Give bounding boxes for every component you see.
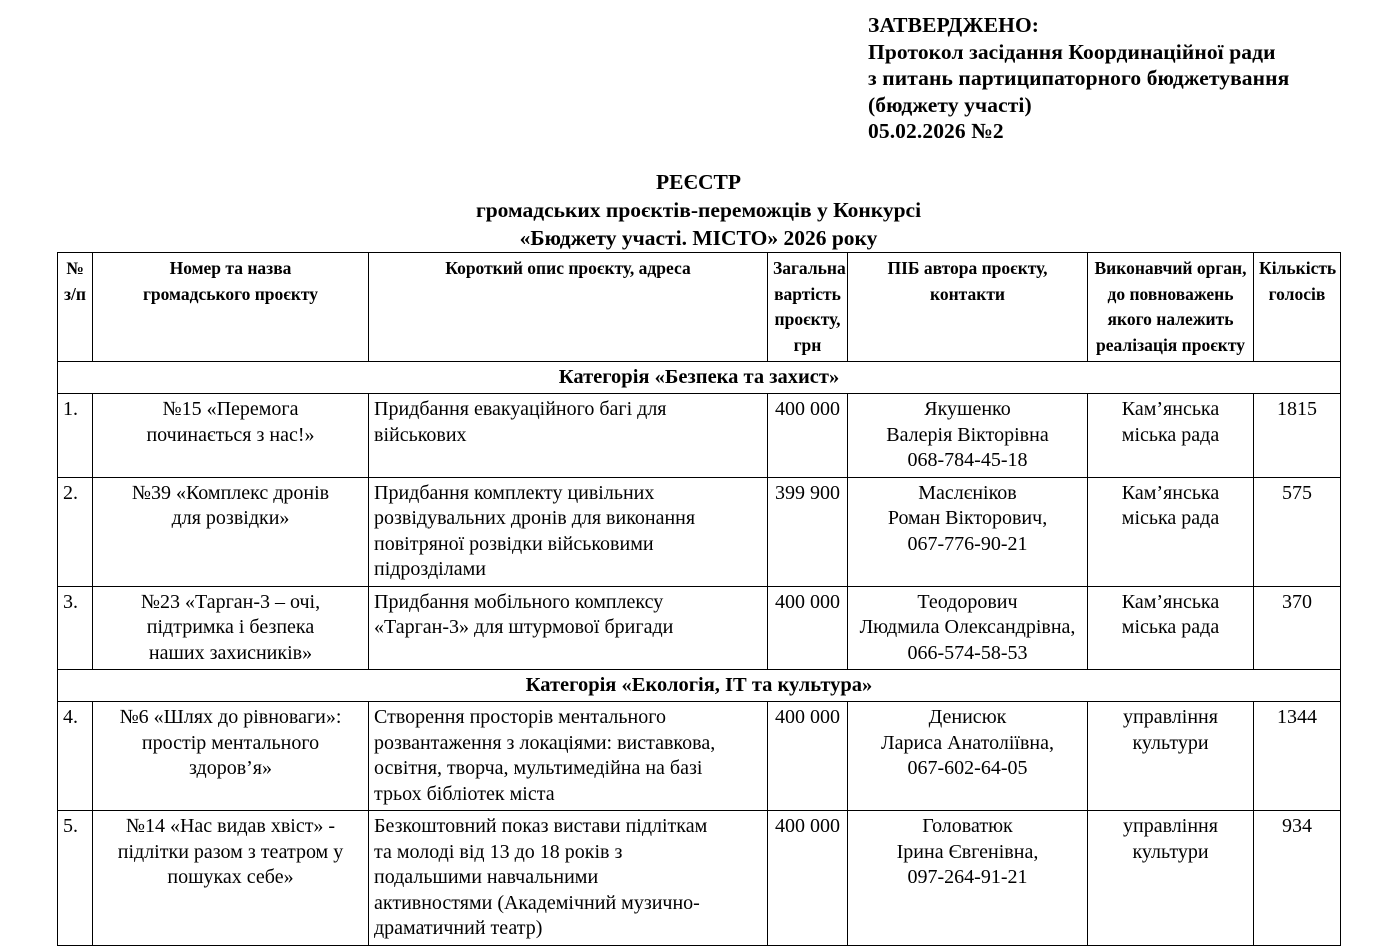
- project-author-line-3: 066-574-58-53: [907, 641, 1028, 664]
- project-author: [848, 477, 1088, 586]
- title-line-2: громадських проєктів-переможців у Конкурсі: [475, 198, 922, 222]
- column-header-cost-line3: проєкту,: [774, 309, 841, 329]
- project-name-line-1: №39 «Комплекс дронів: [131, 481, 330, 504]
- table-row: [58, 394, 1341, 478]
- column-header-author-text: ПІБ автора проєкту, контакти: [887, 258, 1048, 304]
- executive-body-line-1: управління: [1123, 706, 1218, 728]
- table-header-row: [58, 253, 1341, 362]
- column-header-cost-line1: Загальна: [773, 258, 846, 278]
- project-description-line-3: повітряної розвідки військовими: [374, 532, 654, 555]
- project-description-line-2: розвантаження з локаціями: виставкова,: [374, 731, 716, 754]
- project-author-line-1: Головатюк: [922, 815, 1013, 837]
- column-header-name-line1: Номер та назва: [169, 258, 292, 278]
- approval-line-1: ЗАТВЕРДЖЕНО:: [868, 13, 1040, 37]
- column-header-project-name: [93, 253, 369, 362]
- project-cost: 400 000: [768, 811, 848, 946]
- project-author-line-2: Роман Вікторович,: [887, 507, 1048, 529]
- column-header-description: [369, 253, 768, 362]
- title-line-1: РЕЄСТР: [655, 170, 742, 194]
- project-name-line-2: простір ментального: [141, 731, 320, 754]
- project-description-line-2: розвідувальних дронів для виконання: [374, 507, 696, 529]
- table-body: [58, 362, 1341, 946]
- table-row: [58, 477, 1341, 586]
- executive-body-line-1: Кам’янська: [1121, 590, 1220, 613]
- executive-body-line-2: культури: [1132, 840, 1209, 863]
- project-name: [93, 477, 369, 586]
- project-name: [93, 702, 369, 811]
- executive-body: [1088, 394, 1254, 478]
- column-header-num-line1: №: [66, 258, 84, 278]
- project-cost: 400 000: [768, 394, 848, 478]
- votes-count: 370: [1254, 586, 1341, 670]
- table-header: [58, 253, 1341, 362]
- project-author-line-1: Маслєніков: [918, 481, 1017, 504]
- column-header-num-line2: з/п: [64, 283, 86, 304]
- approval-line-5: 05.02.2026 №2: [868, 119, 1004, 143]
- project-author-line-2: Валерія Вікторівна: [886, 423, 1049, 446]
- column-header-cost-line2: вартість: [774, 283, 841, 304]
- title-line-3: «Бюджету участі. МІСТО» 2026 року: [519, 226, 878, 250]
- row-index: 4.: [58, 702, 93, 811]
- project-name-line-1: №23 «Тарган-3 – очі,: [140, 590, 321, 613]
- executive-body-line-2: культури: [1132, 731, 1209, 754]
- project-name-line-2: починається з нас!»: [146, 423, 315, 446]
- project-description-line-2: «Тарган-3» для штурмової бригади: [374, 616, 674, 638]
- project-name-line-2: підлітки разом з театром у: [117, 840, 344, 863]
- project-author-line-1: Денисюк: [928, 706, 1007, 728]
- votes-count: 575: [1254, 477, 1341, 586]
- votes-count: 934: [1254, 811, 1341, 946]
- project-author-line-3: 097-264-91-21: [907, 866, 1028, 888]
- table-row: [58, 586, 1341, 670]
- project-author-line-1: Якушенко: [924, 398, 1011, 420]
- project-cost: 400 000: [768, 586, 848, 670]
- executive-body-line-1: управління: [1123, 815, 1218, 837]
- column-header-org-line2: до повноважень: [1107, 283, 1234, 304]
- project-description-line-1: Придбання евакуаційного багі для: [374, 398, 667, 420]
- project-cost: 399 900: [768, 477, 848, 586]
- column-header-cost: [768, 253, 848, 362]
- category-title: Категорія «Екологія, ІТ та культура»: [58, 670, 1341, 702]
- project-author-line-1: Теодорович: [917, 590, 1018, 613]
- project-author-line-3: 067-776-90-21: [907, 532, 1028, 555]
- column-header-org-line3: якого належить: [1107, 309, 1234, 329]
- approval-block: [868, 12, 1368, 145]
- approval-line-2: Протокол засідання Координаційної ради: [868, 39, 1276, 64]
- registry-table: [57, 252, 1341, 946]
- executive-body-line-2: міська рада: [1121, 616, 1220, 638]
- column-header-name-line2: громадського проєкту: [142, 283, 319, 304]
- project-name-line-1: №6 «Шлях до рівноваги»:: [119, 706, 342, 728]
- project-description-line-1: Безкоштовний показ вистави підліткам: [374, 815, 708, 837]
- row-index: 5.: [58, 811, 93, 946]
- project-description-line-4: трьох бібліотек міста: [374, 782, 555, 805]
- executive-body: [1088, 586, 1254, 670]
- project-name-line-3: здоров’я»: [188, 757, 273, 779]
- registry-table-container: [57, 252, 1340, 946]
- category-row: [58, 670, 1341, 702]
- project-description: [369, 477, 768, 586]
- project-description-line-3: подальшими навчальними: [374, 866, 599, 888]
- executive-body-line-2: міська рада: [1121, 423, 1220, 446]
- executive-body-line-1: Кам’янська: [1121, 398, 1220, 420]
- project-description: [369, 811, 768, 946]
- project-name-line-3: пошуках себе»: [167, 866, 294, 888]
- project-author: [848, 394, 1088, 478]
- column-header-executive-body: [1088, 253, 1254, 362]
- category-title: Категорія «Безпека та захист»: [58, 362, 1341, 394]
- column-header-org-line4: реалізація проєкту: [1096, 334, 1245, 355]
- executive-body: [1088, 477, 1254, 586]
- project-name-line-2: для розвідки»: [171, 507, 290, 529]
- project-author-line-3: 067-602-64-05: [907, 757, 1028, 779]
- project-name: [93, 394, 369, 478]
- project-description: [369, 702, 768, 811]
- column-header-author: [848, 253, 1088, 362]
- project-description-line-2: та молоді від 13 до 18 років з: [374, 840, 623, 863]
- project-name: [93, 586, 369, 670]
- project-description-line-1: Придбання мобільного комплексу: [374, 590, 664, 613]
- executive-body-line-2: міська рада: [1121, 507, 1220, 529]
- column-header-cost-line4: грн: [793, 334, 822, 355]
- column-header-votes-line1: Кількість: [1259, 258, 1337, 278]
- project-name-line-1: №15 «Перемога: [162, 398, 299, 420]
- project-description-line-4: активностями (Академічний музично-: [374, 891, 700, 914]
- column-header-votes-line2: голосів: [1268, 283, 1326, 304]
- project-author-line-2: Ірина Євгенівна,: [896, 840, 1039, 863]
- project-author: [848, 811, 1088, 946]
- project-description-line-1: Створення просторів ментального: [374, 706, 666, 728]
- project-author: [848, 586, 1088, 670]
- project-name-line-1: №14 «Нас видав хвіст» -: [125, 815, 336, 837]
- project-description-line-4: підрозділами: [374, 558, 486, 580]
- executive-body-line-1: Кам’янська: [1121, 481, 1220, 504]
- project-name-line-3: наших захисників»: [148, 641, 313, 664]
- project-description-line-2: військових: [374, 423, 467, 446]
- project-author-line-3: 068-784-45-18: [907, 449, 1028, 471]
- row-index: 2.: [58, 477, 93, 586]
- project-author-line-2: Лариса Анатоліївна,: [881, 731, 1054, 754]
- table-row: [58, 811, 1341, 946]
- executive-body: [1088, 811, 1254, 946]
- votes-count: 1815: [1254, 394, 1341, 478]
- row-index: 3.: [58, 586, 93, 670]
- page-title: [0, 168, 1397, 252]
- category-row: [58, 362, 1341, 394]
- row-index: 1.: [58, 394, 93, 478]
- approval-line-3: з питань партиципаторного бюджетування: [868, 66, 1290, 90]
- project-description: [369, 394, 768, 478]
- project-description-line-5: драматичний театр): [374, 917, 543, 939]
- project-name: [93, 811, 369, 946]
- project-description-line-3: освітня, творча, мультимедійна на базі: [374, 757, 703, 779]
- column-header-votes: [1254, 253, 1341, 362]
- project-cost: 400 000: [768, 702, 848, 811]
- column-header-num: [58, 253, 93, 362]
- column-header-org-line1: Виконавчий орган,: [1094, 258, 1247, 278]
- executive-body: [1088, 702, 1254, 811]
- project-author-line-2: Людмила Олександрівна,: [859, 616, 1076, 638]
- votes-count: 1344: [1254, 702, 1341, 811]
- table-row: [58, 702, 1341, 811]
- project-description-line-1: Придбання комплекту цивільних: [374, 481, 655, 504]
- project-author: [848, 702, 1088, 811]
- project-description: [369, 586, 768, 670]
- column-header-description-text: Короткий опис проєкту, адреса: [445, 258, 691, 278]
- project-name-line-2: підтримка і безпека: [146, 616, 315, 638]
- approval-line-4: (бюджету участі): [868, 92, 1032, 117]
